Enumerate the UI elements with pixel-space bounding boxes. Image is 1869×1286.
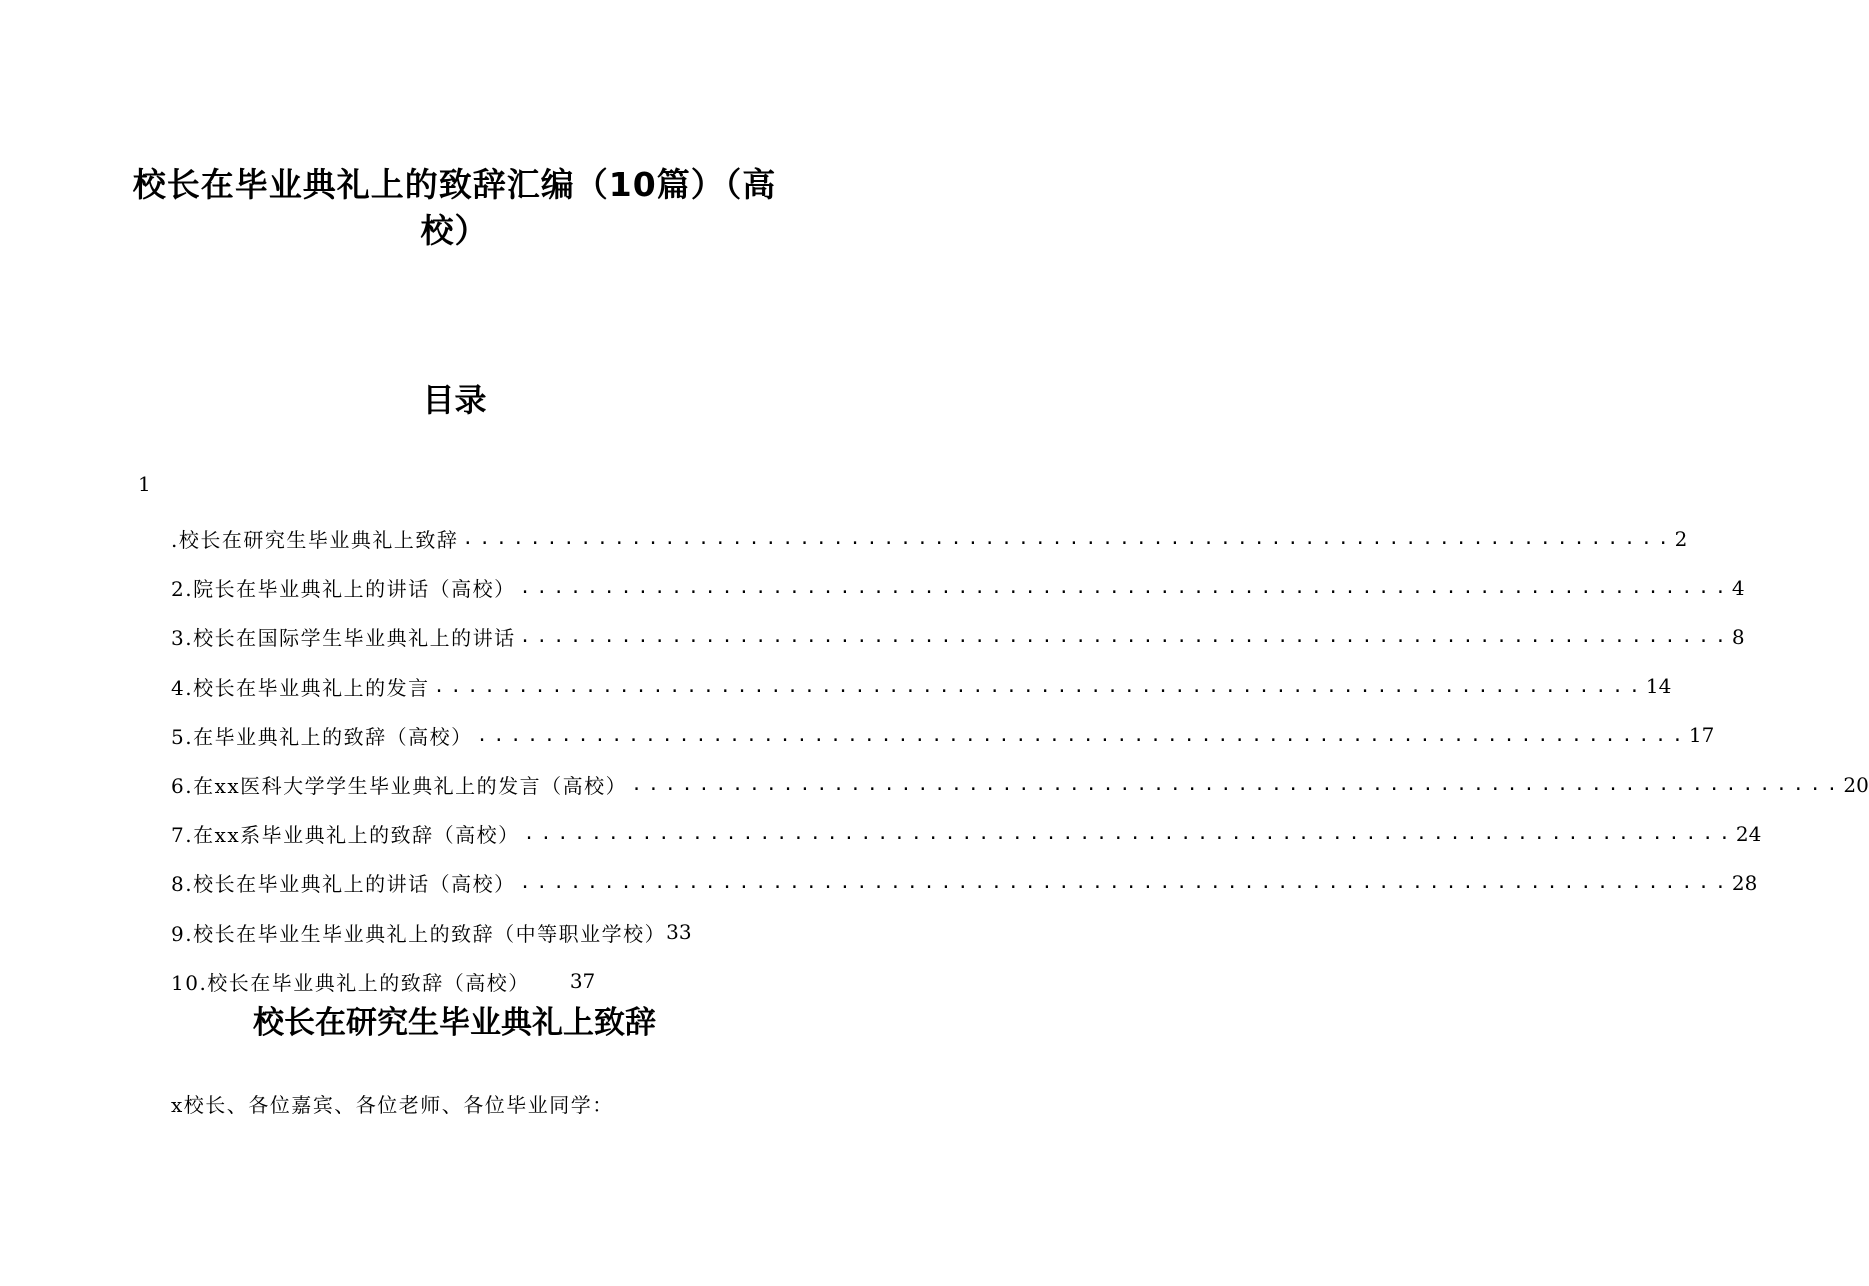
toc-heading: 目录 <box>422 381 487 419</box>
toc-page-number: 17 <box>1688 723 1715 748</box>
toc-entry-text: 5.在毕业典礼上的致辞（高校） <box>171 724 473 749</box>
toc-entry-text: 3.校长在国际学生毕业典礼上的讲话 <box>171 626 516 651</box>
toc-leader-dots: ........................................................................ <box>462 528 1675 550</box>
toc-entry-5[interactable] <box>171 711 1715 760</box>
toc-leader-dots: ........................................................................ <box>631 774 1844 796</box>
toc-entry-text: 6.在xx医科大学学生毕业典礼上的发言（高校） <box>171 774 628 799</box>
toc-entry-text: .校长在研究生毕业典礼上致辞 <box>171 528 459 553</box>
toc-entry-text: 2.院长在毕业典礼上的讲话（高校） <box>171 577 516 602</box>
speech-salutation: x校长、各位嘉宾、各位老师、各位毕业同学： <box>171 1093 614 1117</box>
toc-page-number: 4 <box>1731 575 1745 600</box>
toc-page-number: 24 <box>1735 821 1762 846</box>
toc-entry-10[interactable] <box>171 957 761 1006</box>
toc-leader-dots: ........................................................................ <box>476 724 1689 746</box>
toc-page-number: 33 <box>666 920 692 945</box>
toc-leader-dots: ........................................................................ <box>523 823 1736 845</box>
toc-page-number: 14 <box>1645 674 1672 699</box>
toc-first-number: 1 <box>138 472 151 496</box>
toc-entry-text: 8.校长在毕业典礼上的讲话（高校） <box>171 872 516 897</box>
toc-entry-1[interactable] <box>171 514 1688 563</box>
toc-entry-8[interactable] <box>171 858 1758 907</box>
toc-entry-text: 10.校长在毕业典礼上的致辞（高校） <box>171 970 530 995</box>
toc-page-number: 8 <box>1731 624 1745 649</box>
section-title: 校长在研究生毕业典礼上致辞 <box>253 1005 656 1041</box>
toc-leader-dots: ........................................................................ <box>519 872 1732 894</box>
toc-leader-dots: ........................................................................ <box>519 626 1732 648</box>
toc-entry-4[interactable] <box>171 662 1672 711</box>
toc-entry-text: 7.在xx系毕业典礼上的致辞（高校） <box>171 823 520 848</box>
table-of-contents <box>171 514 1869 1006</box>
toc-entry-text: 4.校长在毕业典礼上的发言 <box>171 675 430 700</box>
toc-page-number: 20 <box>1843 772 1869 797</box>
toc-entry-6[interactable] <box>171 760 1869 809</box>
toc-page-number: 37 <box>569 969 596 994</box>
toc-entry-3[interactable] <box>171 612 1745 661</box>
toc-page-number: 28 <box>1731 870 1758 895</box>
toc-entry-text: 9.校长在毕业生毕业典礼上的致辞（中等职业学校） <box>171 921 667 946</box>
toc-entry-9[interactable] <box>171 908 761 957</box>
toc-leader-dots: ........................................................................ <box>519 577 1732 599</box>
toc-entry-2[interactable] <box>171 563 1745 612</box>
toc-leader-dots: ........................................................................ <box>433 675 1646 697</box>
toc-page-number: 2 <box>1674 526 1688 551</box>
document-title: 校长在毕业典礼上的致辞汇编（10篇）（高校） <box>132 165 777 250</box>
toc-entry-7[interactable] <box>171 809 1762 858</box>
